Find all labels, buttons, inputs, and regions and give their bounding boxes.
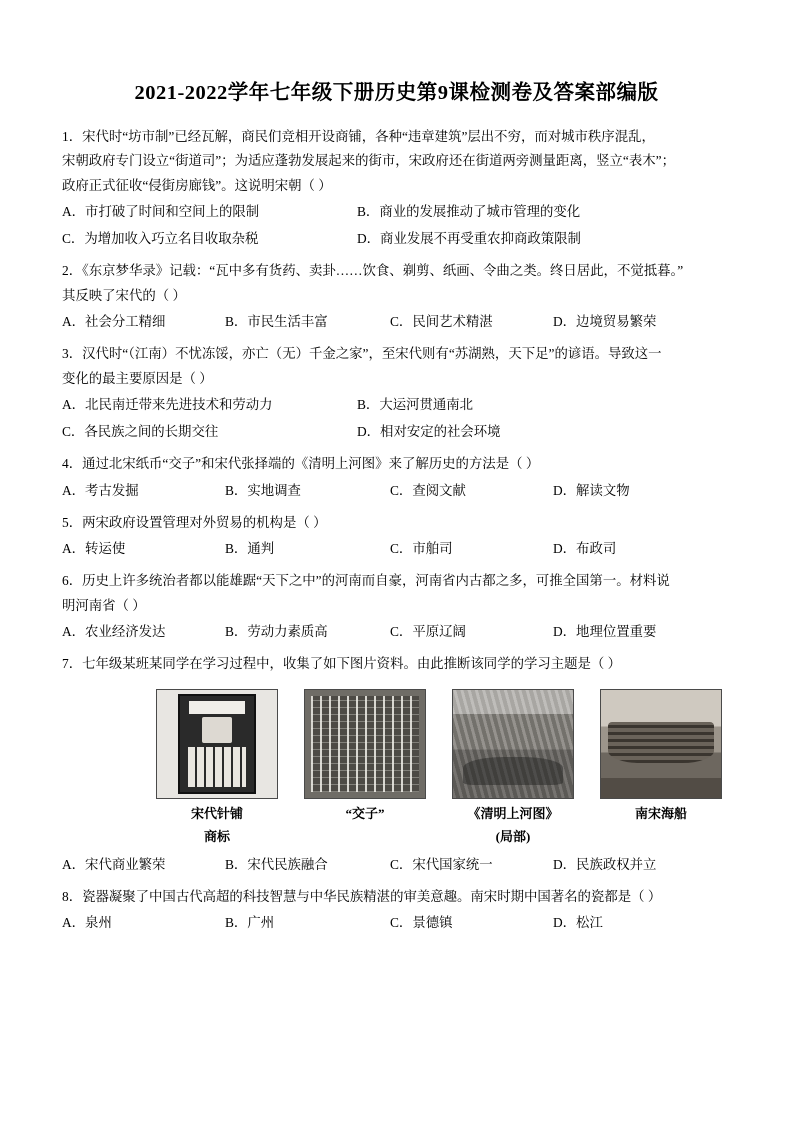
question-1-option-a[interactable]: A．市打破了时间和空间上的限制 xyxy=(62,203,260,219)
question-2-option-a[interactable]: A．社会分工精细 xyxy=(62,313,166,329)
question-1 xyxy=(62,125,731,252)
question-3 xyxy=(62,342,731,445)
question-7 xyxy=(62,652,731,878)
question-4-option-c[interactable]: C．查阅文献 xyxy=(390,482,466,498)
question-3-option-b[interactable]: B．大运河贯通南北 xyxy=(357,396,474,412)
question-7-option-b[interactable]: B．宋代民族融合 xyxy=(225,856,328,872)
question-7-stem-line-1: 7．七年级某班某同学在学习过程中，收集了如下图片资料。由此推断该同学的学习主题是（ ） xyxy=(62,656,622,672)
question-4-stem xyxy=(62,452,731,476)
figure-jiaozi xyxy=(304,689,426,846)
page-title: 2021-2022学年七年级下册历史第9课检测卷及答案部编版 xyxy=(134,82,659,104)
figure-southern-song-ship xyxy=(600,689,722,846)
question-1-options-row-1 xyxy=(62,199,731,225)
question-6-option-a[interactable]: A．农业经济发达 xyxy=(62,624,166,640)
question-6-stem-line-2: 明河南省（ ） xyxy=(62,597,146,613)
figure-caption-3-line-2: (局部) xyxy=(495,829,531,845)
question-5 xyxy=(62,511,731,563)
question-3-options-row-1 xyxy=(62,392,731,418)
figure-caption-3-line-1: 《清明上河图》 xyxy=(467,805,559,821)
question-2-stem-line-1: 2．《东京梦华录》记载：“瓦中多有货药、卖卦……饮食、剃剪、纸画、令曲之类。终日居此，不觉抵暮。” xyxy=(62,263,684,279)
question-1-stem-line-2: 宋朝政府专门设立“街道司”；为适应蓬勃发展起来的街市，宋政府还在街道两旁测量距离，竖立“表木”； xyxy=(62,153,675,169)
figure-caption-2-line-1: “交子” xyxy=(345,805,385,821)
question-4-option-d[interactable]: D．解读文物 xyxy=(553,482,630,498)
question-6-options-row xyxy=(62,619,731,645)
question-5-option-d[interactable]: D．布政司 xyxy=(553,541,617,557)
question-6-stem-line-1: 6．历史上许多统治者都以能雄踞“天下之中”的河南而自豪，河南省内古都之多，可推全国第一。材料说 xyxy=(62,573,670,589)
question-2-option-c[interactable]: C．民间艺术精湛 xyxy=(390,313,493,329)
question-8 xyxy=(62,885,731,937)
figure-qingming-scroll xyxy=(452,689,574,846)
question-4-option-b[interactable]: B．实地调查 xyxy=(225,482,301,498)
question-2-option-d[interactable]: D．边境贸易繁荣 xyxy=(553,313,657,329)
question-2 xyxy=(62,259,731,335)
question-5-stem-line-1: 5．两宋政府设置管理对外贸易的机构是（ ） xyxy=(62,514,327,530)
question-1-options-row-2 xyxy=(62,226,731,252)
question-2-option-b[interactable]: B．市民生活丰富 xyxy=(225,313,328,329)
question-3-stem-line-2: 变化的最主要原因是（ ） xyxy=(62,370,213,386)
qingming-scroll-image xyxy=(452,689,574,799)
stamp-image xyxy=(156,689,278,799)
figure-caption-1-line-1: 宋代针铺 xyxy=(190,805,243,821)
question-5-option-a[interactable]: A．转运使 xyxy=(62,541,126,557)
question-4 xyxy=(62,452,731,504)
question-4-stem-line-1: 4．通过北宋纸币“交子”和宋代张择端的《清明上河图》来了解历史的方法是（ ） xyxy=(62,456,540,472)
question-6-option-d[interactable]: D．地理位置重要 xyxy=(553,624,657,640)
question-1-stem xyxy=(62,125,731,198)
question-8-option-d[interactable]: D．松江 xyxy=(553,915,603,931)
question-1-option-c[interactable]: C．为增加收入巧立名目收取杂税 xyxy=(62,231,259,247)
southern-song-ship-image xyxy=(600,689,722,799)
question-6-option-c[interactable]: C．平原辽阔 xyxy=(390,624,466,640)
jiaozi-image xyxy=(304,689,426,799)
question-3-option-d[interactable]: D．相对安定的社会环境 xyxy=(357,424,501,440)
question-3-stem-line-1: 3．汉代时“（江南）不忧冻馁，亦亡（无）千金之家”，至宋代则有“苏湖熟，天下足”的谚语。导致这一 xyxy=(62,346,662,362)
question-5-option-b[interactable]: B．通判 xyxy=(225,541,275,557)
question-8-option-b[interactable]: B．广州 xyxy=(225,915,275,931)
question-3-option-c[interactable]: C．各民族之间的长期交往 xyxy=(62,424,219,440)
figure-caption-4-line-1: 南宋海船 xyxy=(634,805,687,821)
figure-caption-1-line-2: 商标 xyxy=(203,829,230,845)
question-5-options-row xyxy=(62,536,731,562)
question-6-stem xyxy=(62,569,731,618)
question-3-option-a[interactable]: A．北民南迁带来先进技术和劳动力 xyxy=(62,396,273,412)
question-5-option-c[interactable]: C．市舶司 xyxy=(390,541,453,557)
question-1-stem-line-3: 政府正式征收“侵街房廊钱”。这说明宋朝（ ） xyxy=(62,177,332,193)
question-1-option-d[interactable]: D．商业发展不再受重农抑商政策限制 xyxy=(357,231,581,247)
question-7-option-a[interactable]: A．宋代商业繁荣 xyxy=(62,856,166,872)
question-7-option-c[interactable]: C．宋代国家统一 xyxy=(390,856,493,872)
question-5-stem xyxy=(62,511,731,535)
question-8-options-row xyxy=(62,910,731,936)
question-8-option-c[interactable]: C．景德镇 xyxy=(390,915,453,931)
question-2-stem xyxy=(62,259,731,308)
question-6 xyxy=(62,569,731,645)
question-2-options-row xyxy=(62,309,731,335)
question-8-stem-line-1: 8．瓷器凝聚了中国古代高超的科技智慧与中华民族精湛的审美意趣。南宋时期中国著名的瓷都是（ ） xyxy=(62,888,662,904)
question-7-figure-row xyxy=(156,689,731,846)
question-7-options-row xyxy=(62,852,731,878)
question-3-stem xyxy=(62,342,731,391)
question-8-stem xyxy=(62,885,731,909)
figure-song-needle-shop-stamp xyxy=(156,689,278,846)
question-7-option-d[interactable]: D．民族政权并立 xyxy=(553,856,657,872)
question-1-stem-line-1: 1．宋代时“坊市制”已经瓦解，商民们竞相开设商铺，各种“违章建筑”层出不穷，而对城市秩序混乱， xyxy=(62,128,655,144)
question-4-option-a[interactable]: A．考古发掘 xyxy=(62,482,139,498)
question-7-stem xyxy=(62,652,731,676)
question-3-options-row-2 xyxy=(62,419,731,445)
question-2-stem-line-2: 其反映了宋代的（ ） xyxy=(62,287,186,303)
question-8-option-a[interactable]: A．泉州 xyxy=(62,915,112,931)
question-1-option-b[interactable]: B．商业的发展推动了城市管理的变化 xyxy=(357,203,581,219)
question-4-options-row xyxy=(62,478,731,504)
question-6-option-b[interactable]: B．劳动力素质高 xyxy=(225,624,328,640)
